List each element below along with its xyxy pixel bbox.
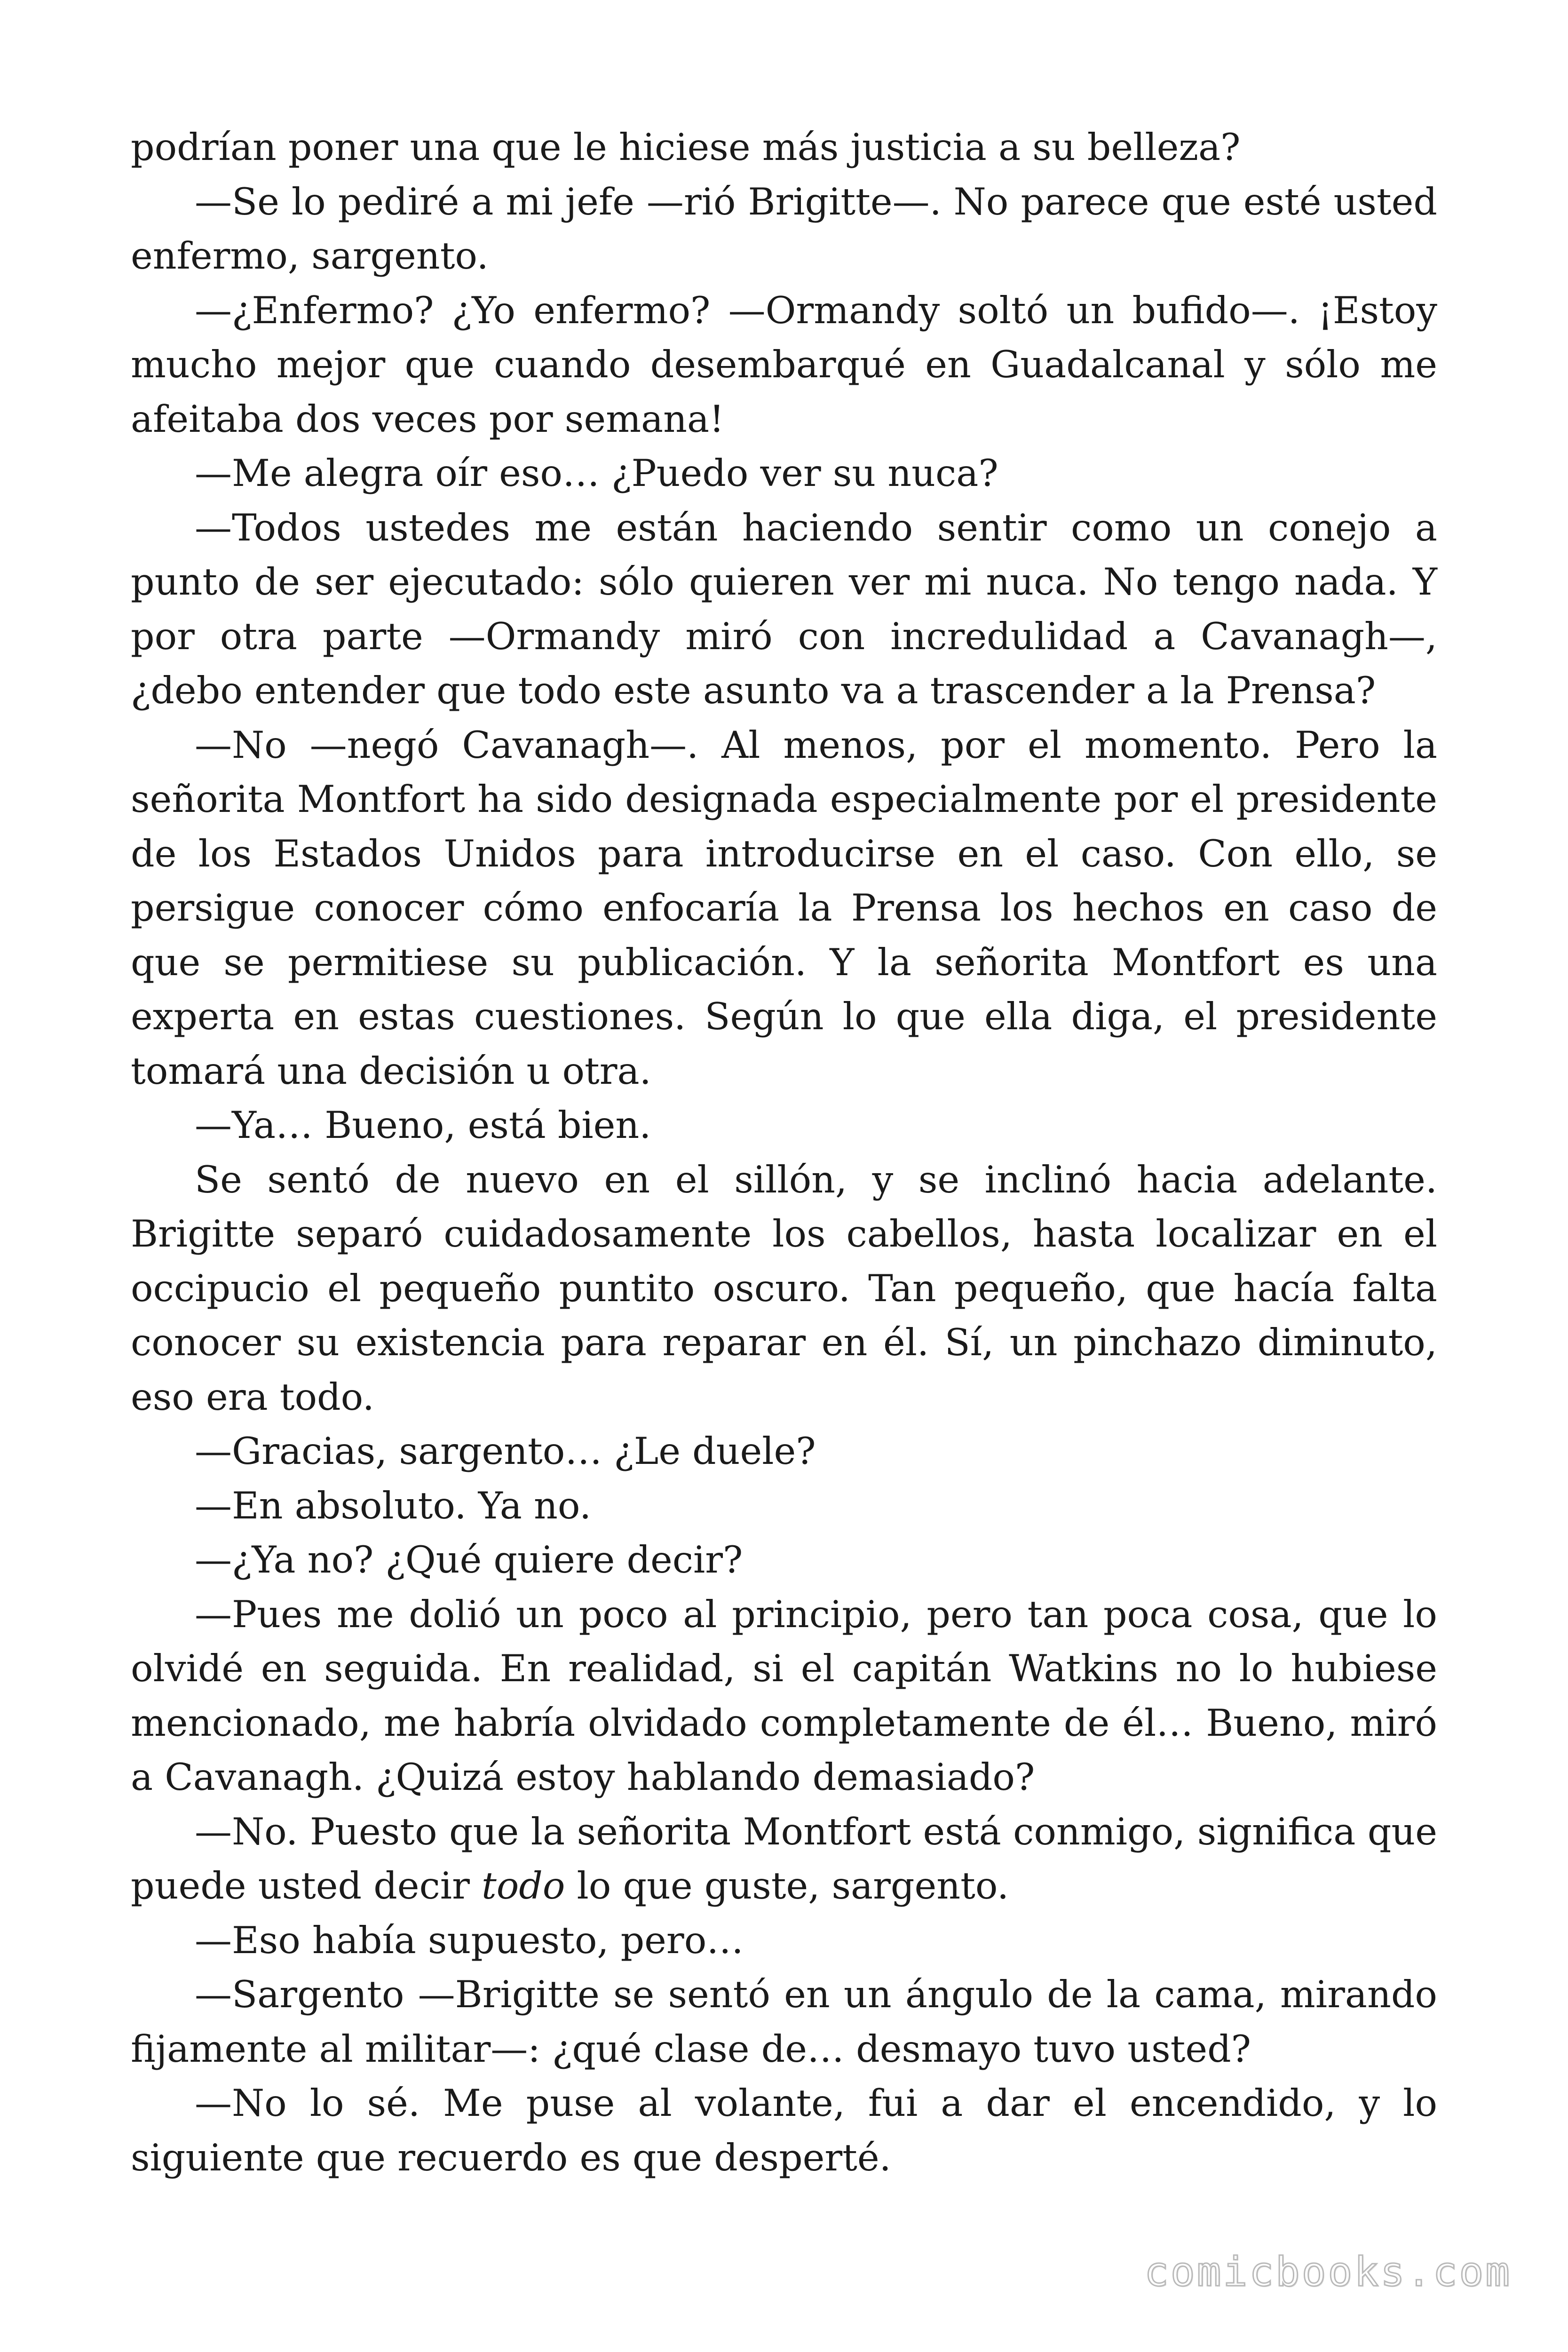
paragraph-with-emphasis — [131, 1805, 1437, 1914]
paragraph-text-before: —No. Puesto que la señorita Montfort está conmigo, significa que puede usted decir — [131, 1810, 1437, 1907]
paragraph: Se sentó de nuevo en el sillón, y se inclinó hacia adelante. Brigitte separó cuidadosamente los cabellos, hasta localizar en el occipucio el pequeño puntito oscuro. Tan pequeño, que hacía falta conocer su existencia para reparar en él. Sí, un pinchazo diminuto, eso era todo. — [131, 1158, 1437, 1419]
paragraph: —Eso había supuesto, pero… — [195, 1918, 744, 1962]
book-page-text — [131, 120, 1437, 2185]
paragraph: —Se lo pediré a mi jefe —rió Brigitte—. No parece que esté usted enfermo, sargento. — [131, 180, 1437, 278]
paragraph: —No lo sé. Me puse al volante, fui a dar el encendido, y lo siguiente que recuerdo es que desperté. — [131, 2082, 1437, 2179]
paragraph: —¿Ya no? ¿Qué quiere decir? — [195, 1538, 743, 1581]
paragraph: —Ya… Bueno, está bien. — [195, 1104, 651, 1147]
paragraph: —Gracias, sargento… ¿Le duele? — [195, 1430, 816, 1473]
site-watermark: comicbooks.com — [1144, 2249, 1512, 2296]
paragraph: podrían poner una que le hiciese más justicia a su belleza? — [131, 126, 1241, 169]
paragraph: —En absoluto. Ya no. — [195, 1484, 592, 1527]
paragraph: —Pues me dolió un poco al principio, pero tan poca cosa, que lo olvidé en seguida. En realidad, si el capitán Watkins no lo hubiese mencionado, me habría olvidado completamente de él… Bueno, miró a Cavanagh. ¿Quizá estoy hablando demasiado? — [131, 1592, 1437, 1799]
paragraph: —¿Enfermo? ¿Yo enfermo? —Ormandy soltó un bufido—. ¡Estoy mucho mejor que cuando desembarqué en Guadalcanal y sólo me afeitaba dos veces por semana! — [131, 288, 1437, 441]
paragraph: —Sargento —Brigitte se sentó en un ángulo de la cama, mirando fijamente al militar—: ¿qué clase de… desmayo tuvo usted? — [131, 1973, 1437, 2071]
paragraph: —Me alegra oír eso… ¿Puedo ver su nuca? — [195, 452, 998, 495]
emphasized-word: todo — [481, 1864, 565, 1907]
paragraph-text-after: lo que guste, sargento. — [565, 1864, 1009, 1907]
paragraph: —No —negó Cavanagh—. Al menos, por el momento. Pero la señorita Montfort ha sido designada especialmente por el presidente de los Estados Unidos para introducirse en el caso. Con ello, se persigue conocer cómo enfocaría la Prensa los hechos en caso de que se permitiese su publicación. Y la señorita Montfort es una experta en estas cuestiones. Según lo que ella diga, el presidente tomará una decisión u otra. — [131, 723, 1437, 1093]
paragraph: —Todos ustedes me están haciendo sentir como un conejo a punto de ser ejecutado: sólo quieren ver mi nuca. No tengo nada. Y por otra parte —Ormandy miró con incredulidad a Cavanagh—, ¿debo entender que todo este asunto va a trascender a la Prensa? — [131, 506, 1437, 712]
